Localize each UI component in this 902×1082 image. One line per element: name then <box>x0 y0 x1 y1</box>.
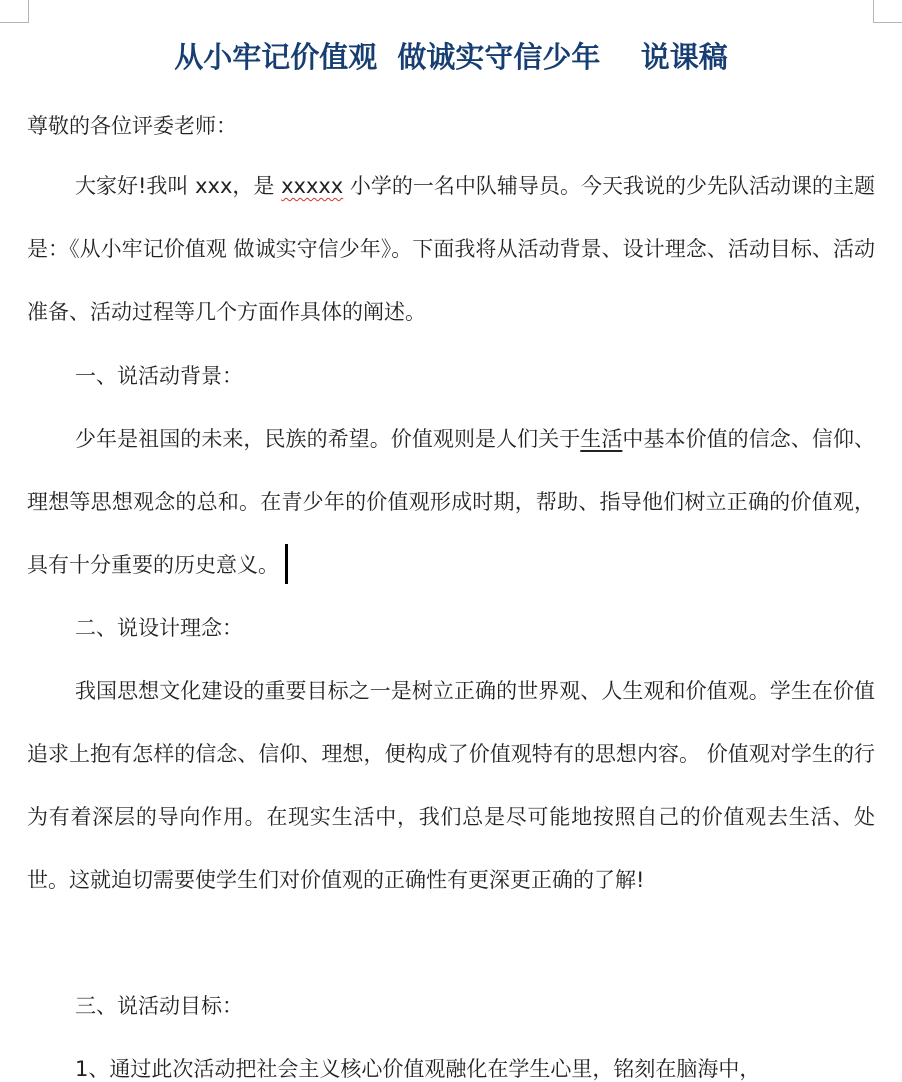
section1-paragraph <box>27 408 875 597</box>
section2-heading: 二、说设计理念： <box>75 616 243 640</box>
text-cursor <box>285 544 288 584</box>
document-title: 从小牢记价值观 做诚实守信少年 说课稿 <box>174 40 728 74</box>
section1-heading: 一、说活动背景： <box>75 364 243 388</box>
page-corner-mark-left <box>0 0 29 23</box>
section1-text-part2: 中基本价值的信念、信仰、理想等思想观念的总和。在青少年的价值观形成时期，帮助、指导他们树立正确的价值观，具有十分重要的历史意义。 <box>27 427 875 577</box>
intro-paragraph <box>27 155 875 344</box>
spellcheck-flagged-word[interactable]: xxxxx <box>281 174 344 198</box>
section2-paragraph: 我国思想文化建设的重要目标之一是树立正确的世界观、人生观和价值观。学生在价值追求上抱有怎样的信念、信仰、理想，便构成了价值观特有的思想内容。 价值观对学生的行为有着深层的导向作用。在现实生活中，我们总是尽可能地按照自己的价值观去生活、处世。这就迫切需要使学生们对价值观的正确性有更深更正确的了解! <box>27 679 875 892</box>
section3-heading: 三、说活动目标： <box>75 994 243 1018</box>
greeting-line: 尊敬的各位评委老师： <box>27 114 237 138</box>
section3-item1: 1、通过此次活动把社会主义核心价值观融化在学生心里，铭刻在脑海中， <box>75 1057 761 1081</box>
underlined-word: 生活 <box>580 427 623 451</box>
page-corner-mark-right <box>873 0 902 23</box>
intro-text-part2: 小学的一名中队辅导员。今天我说的少先队活动课的主题是：《从小牢记价值观 做诚实守信少年》。下面我将从活动背景、设计理念、活动目标、活动准备、活动过程等几个方面作具体的阐述。 <box>27 174 875 324</box>
section1-text-part1: 少年是祖国的未来，民族的希望。价值观则是人们关于 <box>75 427 581 451</box>
intro-text-part1: 大家好!我叫 xxx，是 <box>75 174 282 198</box>
